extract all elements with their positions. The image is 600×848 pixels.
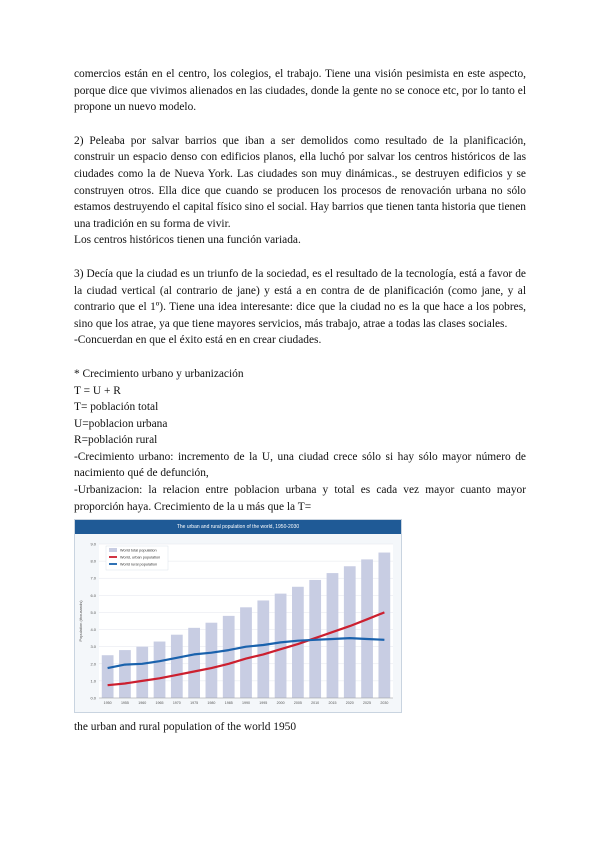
bar-total-population — [206, 623, 218, 698]
y-tick-label: 5.0 — [90, 610, 96, 616]
bar-total-population — [378, 553, 390, 698]
x-tick-label: 2010 — [311, 701, 320, 706]
legend-label: World total population — [120, 548, 157, 553]
x-tick-label: 1995 — [259, 701, 268, 706]
bar-total-population — [188, 628, 200, 698]
paragraph-3b: -Concuerdan en que el éxito está en en crear ciudades. — [74, 334, 322, 347]
y-tick-label: 1.0 — [90, 678, 96, 684]
x-tick-label: 1975 — [190, 701, 199, 706]
bar-total-population — [223, 616, 235, 698]
legend-label: World, urban population — [120, 555, 161, 560]
definition-rural: R=población rural — [74, 434, 158, 447]
y-axis-label: Population (thousands) — [78, 600, 83, 642]
bar-total-population — [361, 560, 373, 699]
x-tick-label: 2020 — [345, 701, 354, 706]
x-tick-label: 1990 — [242, 701, 250, 706]
y-tick-label: 9.0 — [90, 541, 96, 547]
x-tick-label: 1985 — [224, 701, 233, 706]
legend-label: World rural population — [120, 562, 158, 567]
population-chart — [74, 519, 402, 713]
bar-total-population — [119, 650, 131, 698]
y-tick-label: 0.0 — [90, 695, 96, 701]
paragraph-2b: Los centros históricos tienen una función variada. — [74, 234, 301, 247]
x-tick-label: 2025 — [363, 701, 372, 706]
chart-title: The urban and rural population of the world, 1950-2030 — [75, 520, 401, 534]
list-heading: * Crecimiento urbano y urbanización — [74, 367, 244, 380]
y-tick-label: 7.0 — [90, 575, 96, 581]
x-tick-label: 1950 — [103, 701, 112, 706]
y-tick-label: 3.0 — [90, 644, 96, 650]
x-tick-label: 2005 — [293, 701, 302, 706]
paragraph-2: 2) Peleaba por salvar barrios que iban a ser demolidos como resultado de la planificación, construir un espacio denso con edificios planos, ella luchó por salvar los centros históricos de las ciudades como la de Nueva York. Las ciudades son muy dinámicas., se destruyen edificios y se construyen otros. Ella dice que cuando se producen los procesos de renovación urbana no sólo estamos destruyendo el capital físico sino el social. Hay barrios que tienen tanta historia que tienen una tradición en su forma de vivir. — [74, 134, 526, 230]
paragraph-1: comercios están en el centro, los colegios, el trabajo. Tiene una visión pesimista en este aspecto, porque dice que vivimos alienados en las ciudades, donde la gente no se conoce etc, por lo tanto el propone un nuevo modelo. — [74, 68, 526, 114]
x-tick-label: 1960 — [138, 701, 147, 706]
figure-caption: the urban and rural population of the world 1950 — [74, 721, 297, 734]
definition-urbanization: -Urbanizacion: la relacion entre poblacion urbana y total es cada vez mayor cuanto mayor proporción haya. Crecimiento de la u más que la T= — [74, 484, 526, 513]
y-tick-label: 6.0 — [90, 593, 96, 599]
bar-total-population — [275, 594, 287, 698]
y-tick-label: 2.0 — [90, 661, 96, 667]
definition-total: T= población total — [74, 401, 159, 414]
bar-total-population — [240, 608, 252, 699]
definition-urban-growth: -Crecimiento urbano: incremento de la U, una ciudad crece sólo si hay sólo mayor número de nacimiento qué de defunción, — [74, 450, 526, 480]
formula-line: T = U + R — [74, 384, 121, 397]
bar-total-population — [344, 566, 356, 698]
y-tick-label: 8.0 — [90, 558, 96, 564]
paragraph-3: 3) Decía que la ciudad es un triunfo de la sociedad, es el resultado de la tecnología, está a favor de la ciudad vertical (al contrario de jane) y está a en contra de de planificación (como jane, y al contrario que el 1º). Tiene una idea interesante: dice que la ciudad no es la que hace a los pobres, sino que los atrae, ya que tiene mayores servicios, más trabajo, atrae a todas las clases sociales. — [74, 267, 526, 330]
x-tick-label: 2015 — [328, 701, 337, 706]
x-tick-label: 1980 — [207, 701, 216, 706]
bar-total-population — [136, 647, 148, 698]
x-tick-label: 1970 — [172, 701, 181, 706]
bar-total-population — [257, 601, 269, 699]
bar-total-population — [171, 635, 183, 698]
bar-total-population — [154, 642, 166, 698]
x-tick-label: 1965 — [155, 701, 164, 706]
bar-total-population — [327, 573, 339, 698]
chart-svg — [75, 534, 401, 712]
x-tick-label: 2030 — [380, 701, 389, 706]
document-page — [74, 66, 526, 735]
legend-swatch-total — [109, 548, 117, 552]
bar-total-population — [102, 655, 114, 698]
y-tick-label: 4.0 — [90, 627, 96, 633]
x-tick-label: 2000 — [276, 701, 285, 706]
definition-urban: U=poblacion urbana — [74, 417, 168, 430]
x-tick-label: 1955 — [120, 701, 129, 706]
